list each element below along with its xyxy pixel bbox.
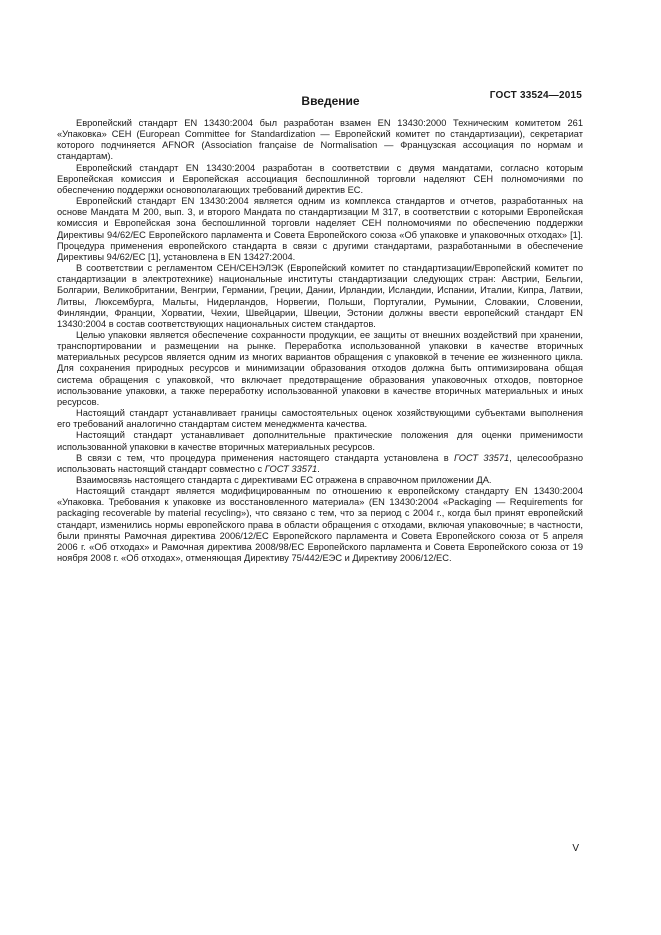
paragraph: В соответствии с регламентом CEH/СЕНЭЛЭК (Европейский комитет по стандартизации/Европейский комитет по стандартизации в электротехнике) национальные институты стандартизации следующих стран: Австрии, Бельгии, Болгарии, Великобритании, Венгрии, Германии, Греции, Дании, Ирландии, Исландии, Испании, Италии, Кипра, Латвии, Литвы, Люксембурга, Мальты, Нидерландов, Норвегии, Польши, Португалии, Румынии, Словакии, Словении, Финляндии, Франции, Хорватии, Чехии, Швейцарии, Швеции, Эстонии должны ввести европейский стандарт EN 13430:2004 в состав соответствующих национальных систем стандартов. — [57, 263, 583, 329]
paragraph-gost-reference — [57, 453, 583, 475]
paragraph: Настоящий стандарт устанавливает дополнительные практические положения для оценки применимости использованной упаковки в качестве вторичных материальных ресурсов. — [57, 430, 583, 452]
paragraph-text: . — [317, 463, 320, 474]
standard-reference: ГОСТ 33571 — [264, 463, 318, 474]
paragraph: Европейский стандарт EN 13430:2004 является одним из комплекса стандартов и отчетов, разработанных на основе Мандата М 200, вып. 3, и второго Мандата по стандартизации М 317, в соответствии с которыми Европейская комиссия и Европейская зона беспошлинной торговли наделяет CEH полномочиями по обеспечению поддержки Директивы 94/62/EC Европейского парламента и Совета Европейского союза «Об упаковке и упаковочных отходах» [1]. Процедура применения европейского стандарта в связи с другими стандартами, разработанными в обеспечение Директивы 94/62/EC [1], установлена в EN 13427:2004. — [57, 196, 583, 262]
paragraph: Европейский стандарт EN 13430:2004 был разработан взамен EN 13430:2000 Техническим комитетом 261 «Упаковка» CEH (European Committee for Standardization — Европейский комитет по стандартизации), секретариат которого подчиняется AFNOR (Association française de Normalisation — Французская ассоциация по нормам и стандартам). — [57, 118, 583, 162]
paragraph: Взаимосвязь настоящего стандарта с директивами ЕС отражена в справочном приложении ДА. — [76, 475, 492, 485]
document-code: ГОСТ 33524—2015 — [489, 90, 582, 101]
paragraph: Настоящий стандарт является модифицированным по отношению к европейскому стандарту EN 13430:2004 «Упаковка. Требования к упаковке из восстановленного материала» (EN 13430:2004 «Packaging — Requirements for packaging recoverable by material recycling»), что связано с тем, что за период с 2004 г., когда был принят европейский стандарт, изменились нормы европейского права в области обращения с отходами, включая упаковочные; в частности, были приняты Рамочная директива 2006/12/EC Европейского парламента и Совета Европейского союза от 5 апреля 2006 г. «Об отходах» и Рамочная директива 2008/98/EC Европейского парламента и Совета Европейского союза от 19 ноября 2008 г. «Об отходах», отменяющая Директиву 75/442/ЕЭС и Директиву 2006/12/EC. — [57, 486, 583, 564]
paragraph-text: , целесообразно использовать настоящий стандарт совместно с — [57, 452, 583, 474]
paragraph: Целью упаковки является обеспечение сохранности продукции, ее защиты от внешних воздействий при хранении, транспортировании и размещении на рынке. Переработка использованной упаковки в качестве вторичных материальных ресурсов является одним из многих вариантов обращения с упаковкой в течение ее жизненного цикла. Для сохранения природных ресурсов и минимизации образования отходов должна быть оптимизирована общая система обращения с упаковкой, что включает предотвращение образования упаковочных отходов, повторное использование упаковки, а также переработку использованной упаковки в качестве вторичных материальных и иных ресурсов. — [57, 329, 583, 407]
paragraph: Европейский стандарт EN 13430:2004 разработан в соответствии с двумя мандатами, согласно которым Европейская комиссия и Европейская ассоциация беспошлинной торговли наделяют CEH полномочиями по обеспечению поддержки основополагающих требований директив ЕС. — [57, 162, 583, 195]
section-title: Введение — [301, 94, 360, 108]
page-number: V — [572, 843, 579, 854]
paragraph: Настоящий стандарт устанавливает границы самостоятельных оценок хозяйствующими субъектами выполнения его требований аналогично стандартам систем менеджмента качества. — [57, 408, 583, 430]
standard-reference: ГОСТ 33571 — [453, 452, 510, 463]
paragraph-text: В связи с тем, что процедура применения настоящего стандарта установлена в — [76, 452, 454, 463]
body-text — [57, 118, 583, 564]
